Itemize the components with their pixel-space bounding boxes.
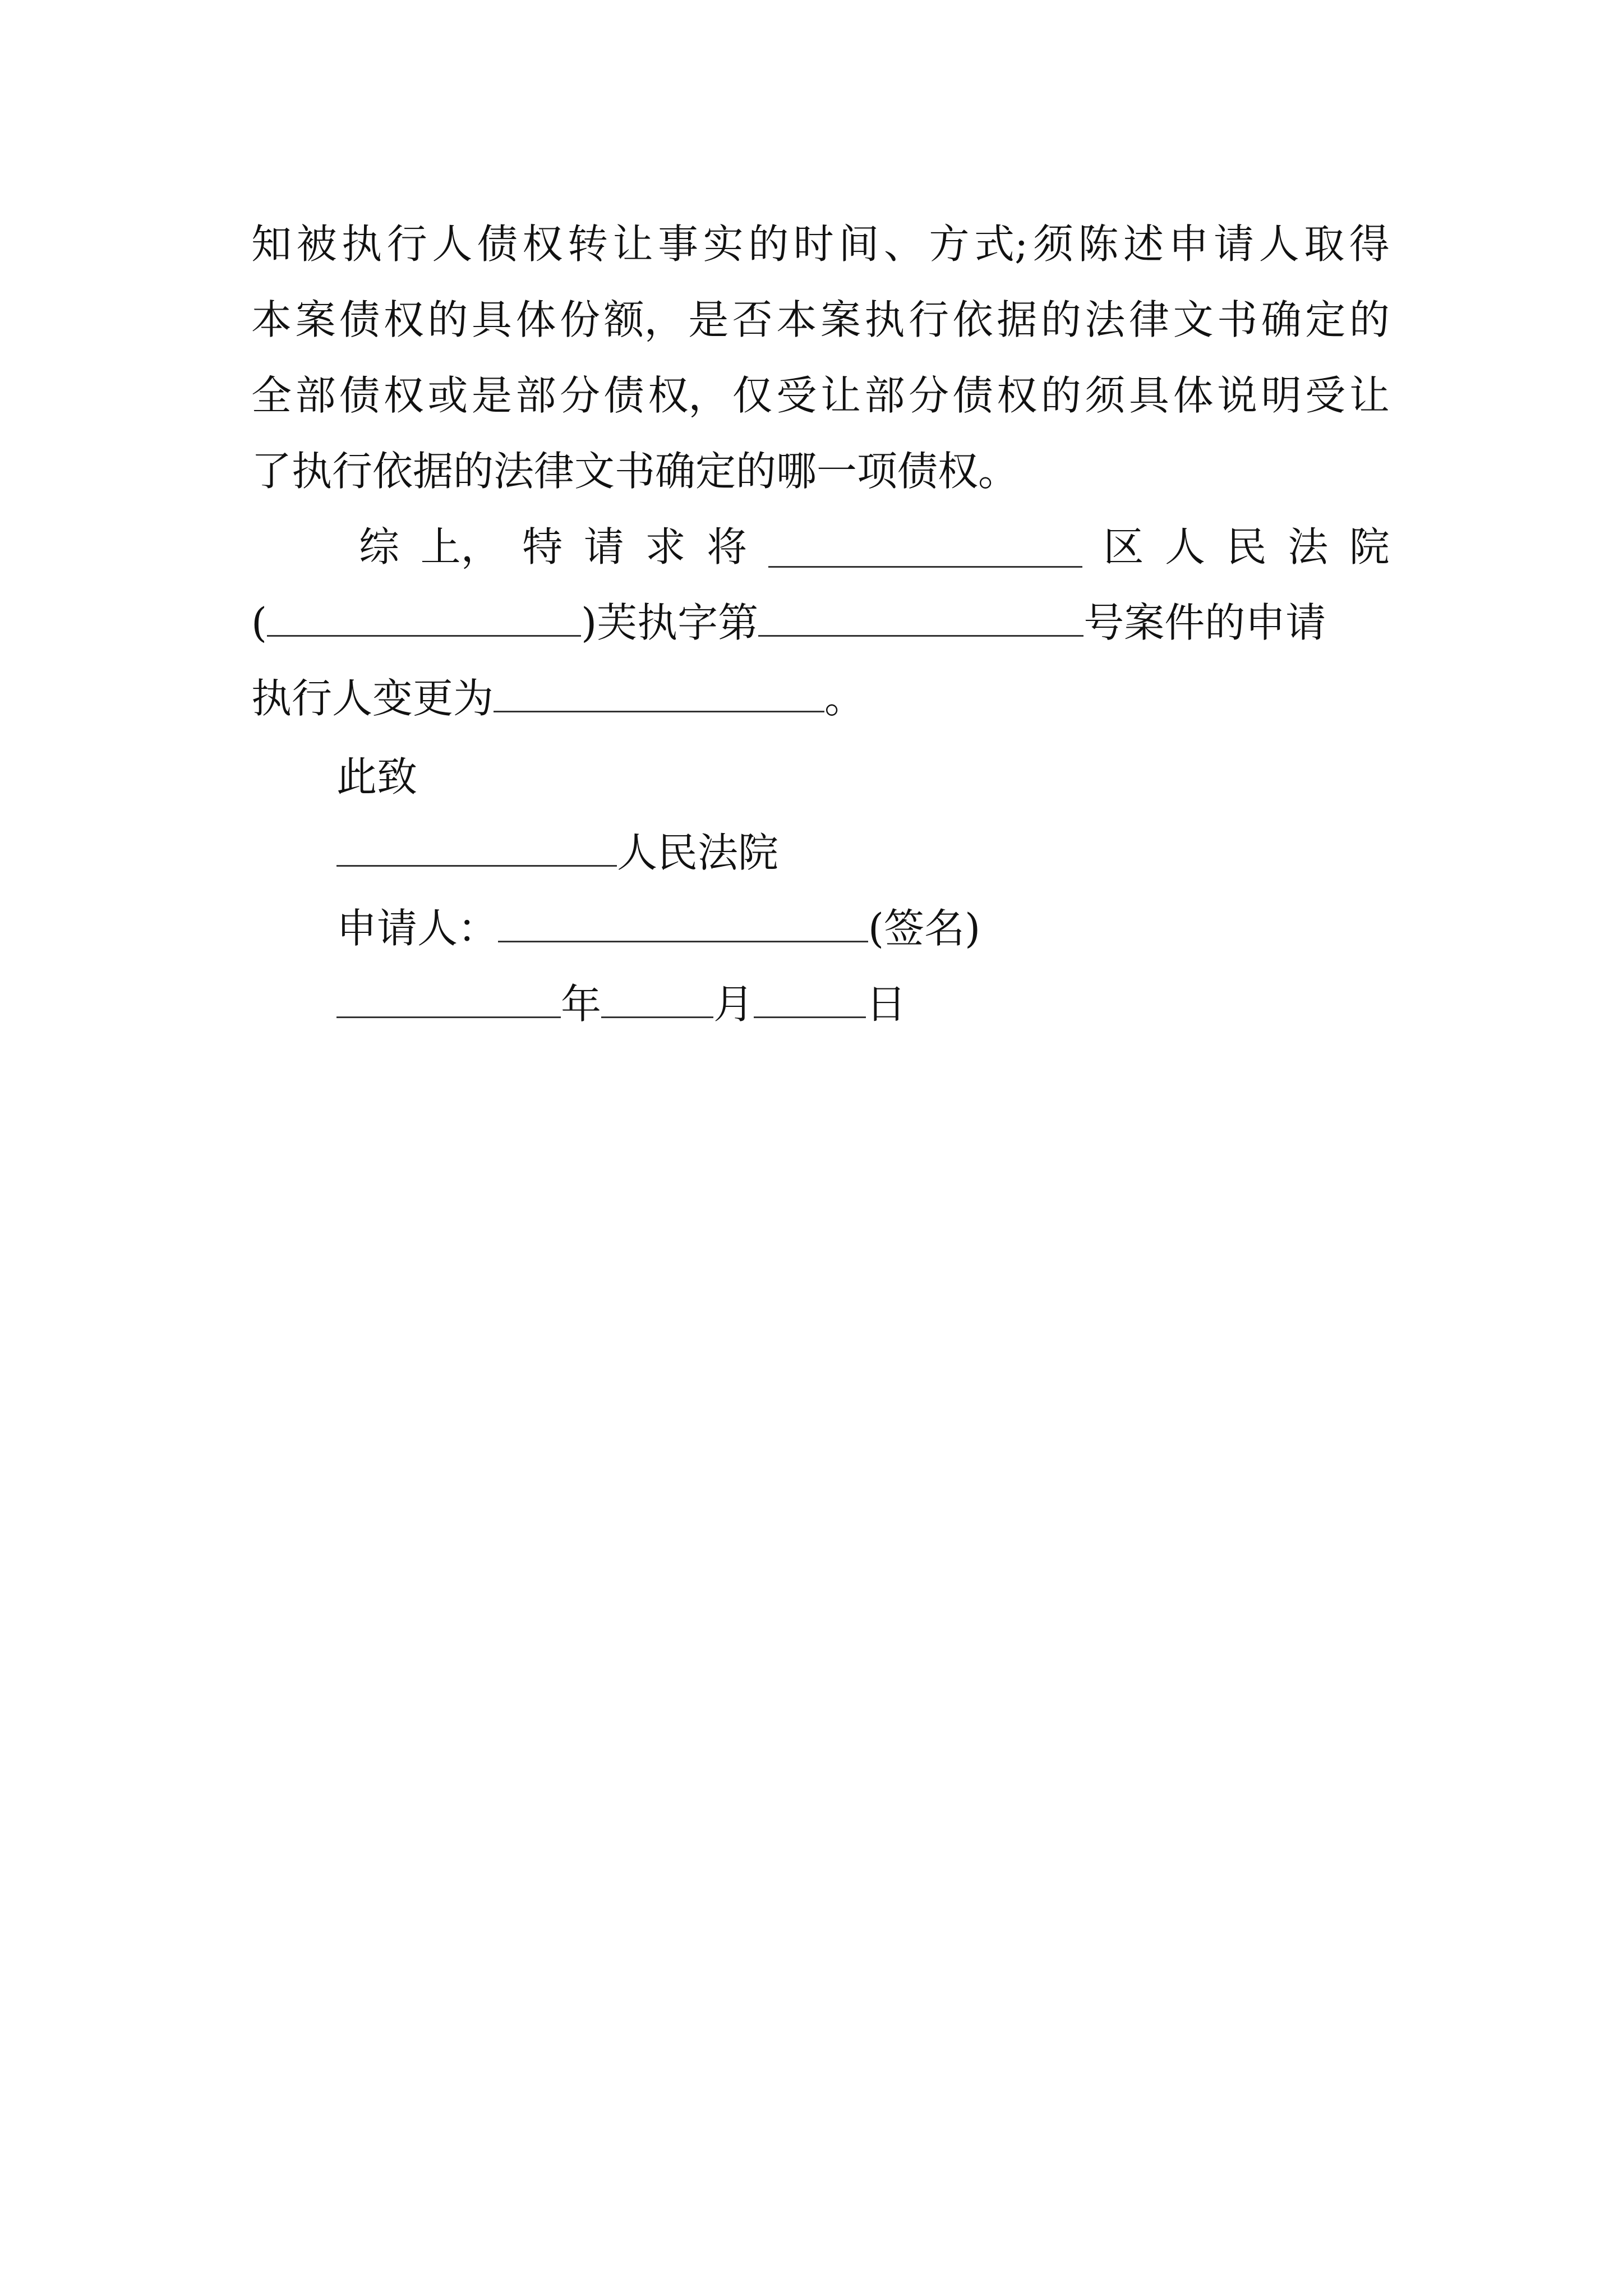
para1-line-2-char: 律 [1128,296,1169,343]
applicant-signature-blank[interactable] [498,901,868,942]
date-line [336,965,1391,1043]
new-applicant-blank[interactable] [494,671,824,712]
para2-line-1-char: 特 [522,523,563,570]
para1-line-2-char: 本 [251,296,292,343]
para1-line-1-char: 式; [974,220,1029,268]
court-suffix: 人民法院 [617,829,779,876]
para1-line-1-char: 转 [567,220,608,268]
para1-line-1-char: 人 [1258,220,1299,268]
para1-line-1-char: 行 [386,220,427,268]
para1-line-3-char: 让 [820,372,861,419]
para1-line-3-char: 是 [471,372,512,419]
para2-line-1-char: 求 [645,523,686,570]
para1-line-2-char: 文 [1173,296,1214,343]
para1-line-1-char: 人 [432,220,473,268]
para2-line-2 [251,583,1390,662]
para1-line-4: 了执行依据的法律文书确定的哪一项债权。 [251,448,1019,495]
para1-line-3-char: 说 [1217,372,1258,419]
salutation: 此致 [336,753,418,800]
para2-line-1-char: 上， [420,523,501,570]
para1-line-3-char: 全 [251,372,292,419]
para1-line-1-char: 知 [251,220,292,268]
signature-note: (签名) [868,905,981,952]
para1-line-2-char: 据 [997,296,1038,343]
para1-line-2-char: 债 [339,296,380,343]
district-court-blank[interactable] [768,527,1082,568]
day-label: 日 [866,981,907,1028]
para1-line-2-char: 确 [1261,296,1302,343]
year-blank[interactable] [336,977,561,1018]
para1-line-1-char: 述 [1123,220,1164,268]
para1-line-2 [251,280,1390,359]
para1-line-3-char: 权 [383,372,424,419]
month-blank[interactable] [601,977,713,1018]
para1-line-1-char: 、 [883,220,924,268]
para1-line-3-char: 债 [603,372,644,419]
para1-line-3-char: 受 [776,372,817,419]
para1-line-3-char: 仅 [732,372,773,419]
para1-line-1-char: 申 [1168,220,1209,268]
para1-line-2-char: 具 [471,296,512,343]
para1-line-2-char: 的 [427,296,468,343]
para1-line-2-char: 定 [1305,296,1346,343]
para1-line-3-char: 权， [648,372,729,419]
para1-line-3-char: 的 [1040,372,1081,419]
para2-line-1-char: 请 [583,523,624,570]
para1-line-2-char: 的 [1349,296,1390,343]
para1-line-1-char: 实 [703,220,744,268]
para1-line-2-char: 的 [1040,296,1081,343]
para1-line-3-char: 让 [1349,372,1390,419]
para1-line-3-char: 具 [1128,372,1169,419]
para1-line-1-char: 请 [1214,220,1255,268]
change-to-label: 执行人变更为 [251,675,494,722]
para1-line-1-char: 的 [748,220,789,268]
para1-line-2-char: 行 [909,296,949,343]
para1-line-3-char: 债 [952,372,993,419]
para1-line-1-char: 让 [612,220,653,268]
para1-line-1-char: 方 [929,220,970,268]
para1-line-3-char: 分 [909,372,949,419]
para1-line-3-char: 部 [515,372,556,419]
para1-line-2-char: 依 [952,296,993,343]
court-name-blank[interactable] [336,826,617,867]
para1-line-3-char: 部 [295,372,336,419]
applicant-label: 申请人： [336,905,499,952]
para1-line-3-char: 明 [1261,372,1302,419]
para1-line-2-char: 体 [515,296,556,343]
year-label: 年 [561,981,602,1028]
month-label: 月 [713,981,754,1028]
para2-line-1 [359,508,1390,586]
para1-line-2-char: 否 [732,296,773,343]
para1-line-3-char: 分 [560,372,601,419]
para1-line-2-char: 本 [776,296,817,343]
para1-line-3 [251,356,1390,435]
para2-line-1-char: 院 [1349,523,1390,570]
para1-line-1-char: 间 [838,220,879,268]
para1-line-3-char: 部 [864,372,905,419]
para2-line-3 [251,659,1390,738]
para1-line-2-char: 书 [1217,296,1258,343]
para1-line-2-char: 份 [560,296,601,343]
para1-line-2-char: 是 [688,296,729,343]
para1-line-3-char: 体 [1173,372,1214,419]
para2-line-1-char: 人 [1164,523,1205,570]
para1-line-2-char: 案 [295,296,336,343]
para1-line-2-char: 额， [603,296,685,343]
para1-line-2-char: 案 [820,296,861,343]
para2-line-1-char: 民 [1226,523,1267,570]
para1-line-1-char: 陈 [1078,220,1119,268]
case-number-blank[interactable] [758,596,1083,637]
case-number-prefix: )芙执字第 [581,599,759,646]
para1-line-3-char: 债 [339,372,380,419]
para1-line-3-char: 或 [427,372,468,419]
para1-line-1-char: 时 [793,220,834,268]
case-number-suffix: 号案件的申请 [1083,599,1326,646]
para2-line-1-char: 综 [359,523,400,570]
court-line [336,813,1391,892]
sentence-end: 。 [824,675,865,722]
para1-line-1 [251,205,1390,283]
para1-line-3-char: 受 [1305,372,1346,419]
para2-line-1-char: 区 [1103,523,1144,570]
para1-line-3-char: 须 [1085,372,1126,419]
day-blank[interactable] [754,977,866,1018]
open-paren: ( [251,599,268,646]
para1-line-3-char: 权 [997,372,1038,419]
para1-line-1-char: 债 [477,220,518,268]
para2-line-1-char: 法 [1288,523,1329,570]
para1-line-1-char: 取 [1304,220,1345,268]
para1-line-2-char: 法 [1085,296,1126,343]
para1-line-1-char: 得 [1349,220,1390,268]
para1-line-1-char: 事 [658,220,699,268]
para2-line-1-char: 将 [707,523,748,570]
applicant-line [336,889,1391,968]
para1-line-1-char: 权 [522,220,563,268]
para1-line-1-char: 被 [296,220,337,268]
court-year-blank[interactable] [267,596,581,637]
para1-line-1-char: 执 [342,220,382,268]
para1-line-1-char: 须 [1032,220,1073,268]
para1-line-2-char: 权 [383,296,424,343]
para1-line-2-char: 执 [864,296,905,343]
